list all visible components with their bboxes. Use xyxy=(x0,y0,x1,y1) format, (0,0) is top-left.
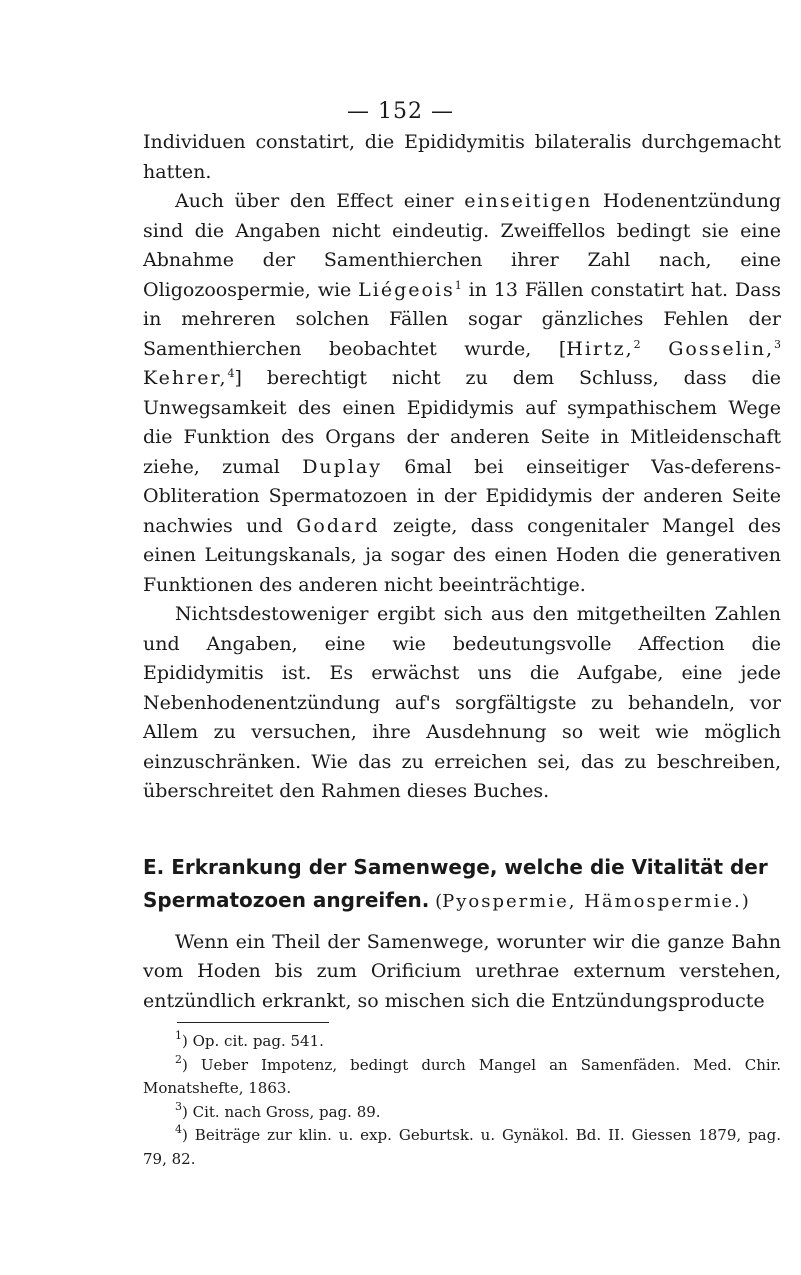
paragraph-unilateral xyxy=(143,187,781,600)
author-kehrer: Kehrer, xyxy=(143,367,228,389)
text-span: ] berechtigt nicht zu dem Schluss, dass die Unwegsamkeit des einen Epididymis auf sympathischem Wege die Funktion des Organs der anderen Seite in Mitleidenschaft ziehe, zumal xyxy=(143,367,781,478)
emphasis-einseitigen: einseitigen xyxy=(464,190,593,212)
text-span: zeigte, dass congenitaler Mangel des einen Leitungskanals, ja sogar des einen Hoden die generativen Funktionen des anderen nicht beeinträchtige. xyxy=(143,514,781,596)
author-hirtz: Hirtz, xyxy=(566,337,634,360)
heading-paren: ( xyxy=(429,890,443,912)
text-span: in 13 Fällen constatirt hat. Dass in mehreren solchen Fällen sogar gänzliches Fehlen der Samenthierchen beobachtet wurde, [ xyxy=(143,278,781,360)
footnote-mark: 3 xyxy=(175,1099,182,1113)
footnote-text: ) Beiträge zur klin. u. exp. Geburtsk. u. Gynäkol. Bd. II. Giessen 1879, pag. 79, 82. xyxy=(143,1126,781,1168)
footnote-2 xyxy=(143,1054,781,1101)
footnote-divider xyxy=(177,1022,329,1023)
author-duplay: Duplay xyxy=(302,455,382,478)
author-godard: Godard xyxy=(296,514,380,537)
page-number: — 152 — xyxy=(347,99,454,124)
heading-subtitle: Pyospermie, Hämospermie. xyxy=(442,890,742,912)
footnote-3 xyxy=(143,1101,781,1125)
footnote-text: ) Op. cit. pag. 541. xyxy=(182,1032,324,1050)
text-span xyxy=(641,338,669,360)
footnote-1 xyxy=(143,1030,781,1054)
text-span: Hodenentzündung sind die Angaben nicht eindeutig. Zweiffellos bedingt sie eine Abnahme der Samenthierchen ihrer Zahl nach, eine Oligozoospermie, wie xyxy=(143,190,781,301)
paragraph-continuation: Individuen constatirt, die Epididymitis bilateralis durchgemacht hatten. xyxy=(143,131,781,183)
text-span: 6mal bei einseitiger Vas-deferens-Obliteration Spermatozoen in der Epididymis der anderen Seite nachwies und xyxy=(143,455,781,537)
paragraph-conclusion: Nichtsdestoweniger ergibt sich aus den mitgetheilten Zahlen und Angaben, eine wie bedeutungsvolle Affection die Epididymitis ist. Es erwächst uns die Aufgabe, eine jede Nebenhodenentzündung auf's sorgfältigste zu behandeln, vor Allem zu versuchen, ihre Ausdehnung so weit wie möglich einzuschränken. Wie das zu erreichen sei, das zu beschreiben, überschreitet den Rahmen dieses Buches. xyxy=(143,603,781,802)
author-gosselin: Gosselin, xyxy=(668,337,775,360)
main-text xyxy=(143,128,781,1016)
footnote-mark: 2 xyxy=(175,1052,182,1066)
paragraph-section-start: Wenn ein Theil der Samenwege, worunter wir die ganze Bahn vom Hoden bis zum Orificium urethrae externum verstehen, entzündlich erkrankt, so mischen sich die Entzündungsproducte xyxy=(143,930,781,1012)
footnote-4 xyxy=(143,1124,781,1171)
footnote-ref-3[interactable]: 3 xyxy=(774,337,782,351)
heading-title: E. Erkrankung der Samenwege, welche die Vitalität der Spermatozoen angreifen. xyxy=(143,854,768,912)
section-heading xyxy=(143,851,781,918)
footnote-ref-4[interactable]: 4 xyxy=(227,367,235,380)
footnote-ref-1[interactable]: 1 xyxy=(454,278,462,292)
footnote-text: ) Cit. nach Gross, pag. 89. xyxy=(182,1102,381,1121)
text-span: Auch über den Effect einer xyxy=(175,190,465,212)
footnote-mark: 1 xyxy=(175,1029,182,1042)
footnote-mark: 4 xyxy=(175,1123,182,1136)
author-liegeois: Liégeois xyxy=(358,278,455,301)
footnotes xyxy=(143,1030,781,1171)
footnote-ref-2[interactable]: 2 xyxy=(633,337,641,351)
heading-paren: ) xyxy=(741,890,749,912)
footnote-text: ) Ueber Impotenz, bedingt durch Mangel an Samenfäden. Med. Chir. Monatshefte, 1863. xyxy=(143,1055,781,1097)
